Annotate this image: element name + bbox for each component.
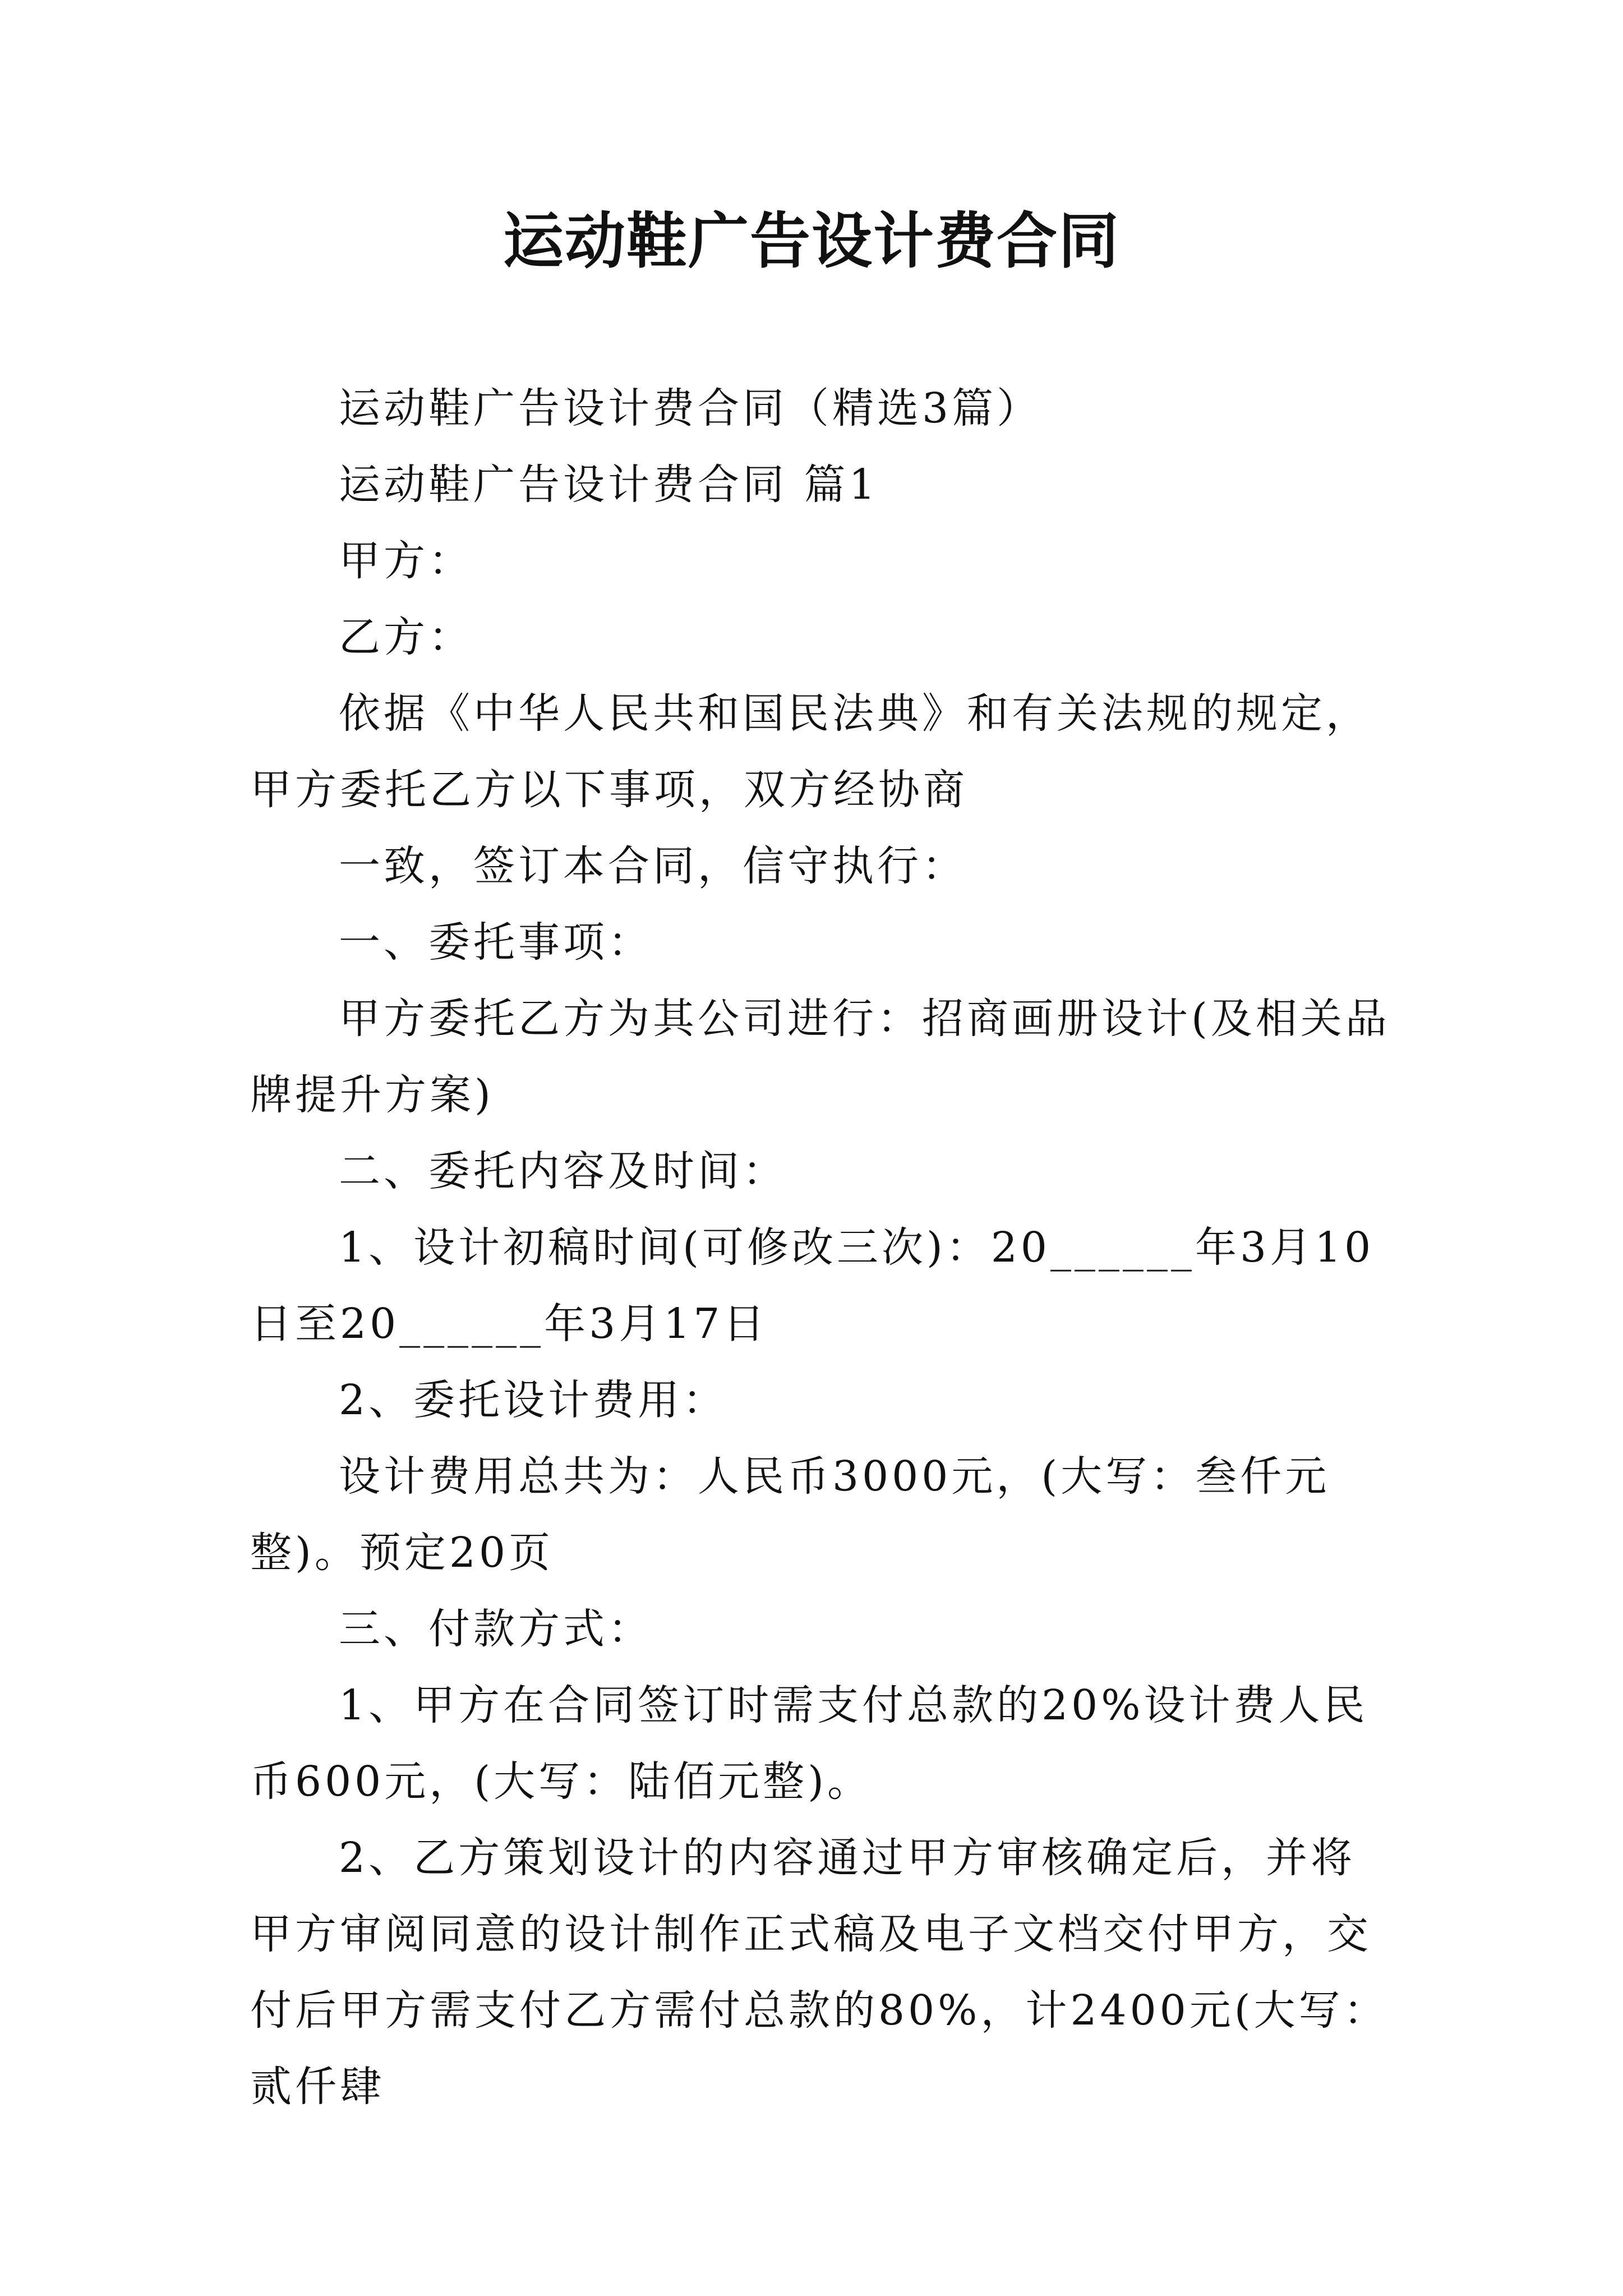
paragraph-payment-1: 1、甲方在合同签订时需支付总款的20%设计费人民币600元，(大写：陆佰元整)。 <box>250 1681 1368 1806</box>
paragraph-clause-1-body: 甲方委托乙方为其公司进行：招商画册设计(及相关品牌提升方案) <box>250 995 1390 1119</box>
paragraph-draft-schedule: 1、设计初稿时间(可修改三次)：20______年3月10日至20______年3月17日 <box>250 1223 1375 1348</box>
paragraph-section-heading: 运动鞋广告设计费合同 篇1 <box>339 461 879 509</box>
paragraph-party-b: 乙方： <box>339 613 473 661</box>
paragraph-clause-3-heading: 三、付款方式： <box>339 1605 653 1653</box>
paragraph-legal-basis: 依据《中华人民共和国民法典》和有关法规的规定，甲方委托乙方以下事项，双方经协商 <box>250 689 1371 814</box>
paragraph-fee-total: 设计费用总共为：人民币3000元，(大写：叁仟元整)。预定20页 <box>250 1452 1330 1577</box>
paragraph-payment-2: 2、乙方策划设计的内容通过甲方审核确定后，并将甲方审阅同意的设计制作正式稿及电子文档交付甲方，交付后甲方需支付乙方需付总款的80%，计2400元(大写：贰仟肆 <box>250 1834 1389 2111</box>
paragraph-fee-heading: 2、委托设计费用： <box>339 1376 728 1424</box>
paragraph-subtitle: 运动鞋广告设计费合同（精选3篇） <box>339 384 1042 432</box>
document-title: 运动鞋广告设计费合同 <box>502 206 1120 277</box>
paragraph-party-a: 甲方： <box>339 537 473 585</box>
paragraph-clause-1-heading: 一、委托事项： <box>339 918 653 967</box>
paragraph-clause-2-heading: 二、委托内容及时间： <box>339 1147 787 1195</box>
document-body <box>250 370 1400 2125</box>
paragraph-agreement: 一致，签订本合同，信守执行： <box>339 842 967 890</box>
